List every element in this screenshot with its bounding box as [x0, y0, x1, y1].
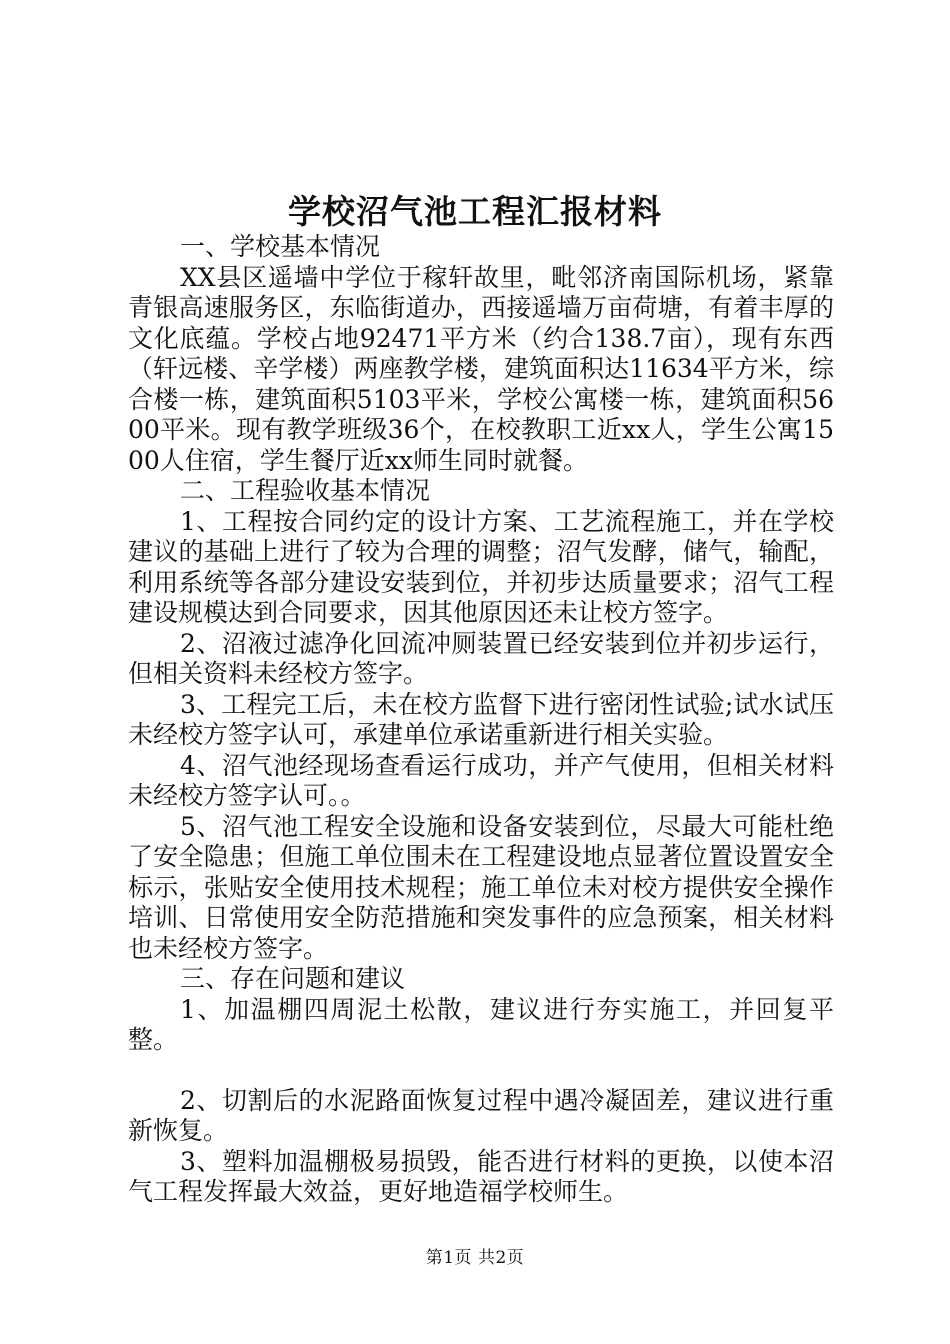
- page-number-footer: 第1页 共2页: [425, 1248, 525, 1268]
- section-heading-issues: 三、存在问题和建议: [180, 964, 406, 993]
- paragraph-issue-item-2: 2、切割后的水泥路面恢复过程中遇冷凝固差，建议进行重新恢复。: [128, 1085, 834, 1145]
- paragraph-issue-item-3: 3、塑料加温棚极易损毁，能否进行材料的更换，以使本沼气工程发挥最大效益，更好地造福学校师生。: [128, 1146, 834, 1206]
- paragraph-acceptance-item-4: 4、沼气池经现场查看运行成功，并产气使用，但相关材料未经校方签字认可。。: [128, 750, 834, 810]
- section-heading-basic-info: 一、学校基本情况: [180, 232, 381, 261]
- paragraph-acceptance-item-1: 1、工程按合同约定的设计方案、工艺流程施工，并在学校建议的基础上进行了较为合理的调整；沼气发酵，储气，输配，利用系统等各部分建设安装到位，并初步达质量要求；沼气工程建设规模达到合同要求，因其他原因还未让校方签字。: [128, 506, 834, 627]
- paragraph-acceptance-item-3: 3、工程完工后，未在校方监督下进行密闭性试验;试水试压未经校方签字认可，承建单位承诺重新进行相关实验。: [128, 689, 834, 749]
- paragraph-issue-item-1: 1、加温棚四周泥土松散，建议进行夯实施工，并回复平整。: [128, 994, 834, 1054]
- paragraph-school-overview: XX县区遥墙中学位于稼轩故里，毗邻济南国际机场，紧靠青银高速服务区，东临街道办，西接遥墙万亩荷塘，有着丰厚的文化底蕴。学校占地92471平方米（约合138.7亩），现有东西（轩远楼、辛学楼）两座教学楼，建筑面积达11634平方米，综合楼一栋，建筑面积5103平米，学校公寓楼一栋，建筑面积5600平米。现有教学班级36个，在校教职工近xx人，学生公寓1500人住宿，学生餐厅近xx师生同时就餐。: [128, 262, 834, 475]
- paragraph-acceptance-item-5: 5、沼气池工程安全设施和设备安装到位，尽最大可能杜绝了安全隐患；但施工单位围未在工程建设地点显著位置设置安全标示，张贴安全使用技术规程；施工单位未对校方提供安全操作培训、日常使用安全防范措施和突发事件的应急预案，相关材料也未经校方签字。: [128, 811, 834, 963]
- document-body: [128, 232, 834, 1208]
- paragraph-acceptance-item-2: 2、沼液过滤净化回流冲厕装置已经安装到位并初步运行，但相关资料未经校方签字。: [128, 628, 834, 688]
- document-title: 学校沼气池工程汇报材料: [288, 192, 662, 231]
- section-heading-acceptance: 二、工程验收基本情况: [180, 476, 431, 505]
